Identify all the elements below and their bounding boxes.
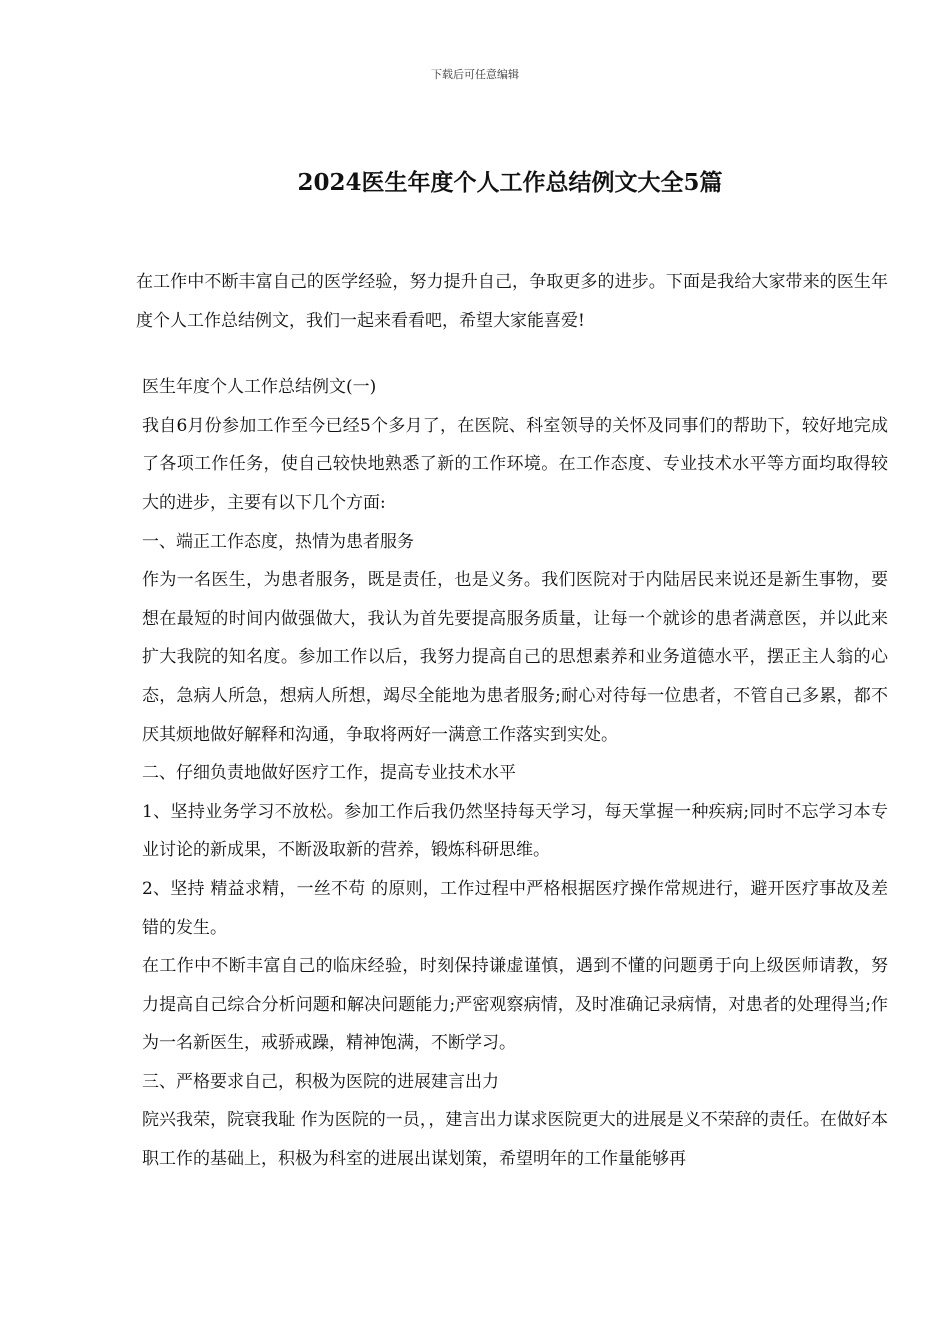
header-note: 下载后可任意编辑 xyxy=(431,68,519,81)
body-paragraph: 作为一名医生，为患者服务，既是责任，也是义务。我们医院对于内陆居民来说还是新生事物，要想在最短的时间内做强做大，我认为首先要提高服务质量，让每一个就诊的患者满意医，并以此来扩大我院的知名度。参加工作以后，我努力提高自己的思想素养和业务道德水平，摆正主人翁的心态，急病人所急，想病人所想，竭尽全能地为患者服务;耐心对待每一位患者，不管自己多累，都不厌其烦地做好解释和沟通，争取将两好一满意工作落实到实处。 xyxy=(142,570,888,745)
section-heading: 医生年度个人工作总结例文(一) xyxy=(142,377,377,398)
body-paragraph: 2、坚持 精益求精，一丝不苟 的原则，工作过程中严格根据医疗操作常规进行，避开医疗事故及差错的发生。 xyxy=(142,878,888,938)
intro-paragraph: 在工作中不断丰富自己的医学经验，努力提升自己，争取更多的进步。下面是我给大家带来的医生年度个人工作总结例文，我们一起来看看吧，希望大家能喜爱! xyxy=(136,272,888,331)
document-body xyxy=(136,263,888,1179)
section-heading: 一、端正工作态度，热情为患者服务 xyxy=(142,531,414,552)
section-heading: 三、严格要求自己，积极为医院的进展建言出力 xyxy=(142,1071,499,1092)
body-paragraph: 1、坚持业务学习不放松。参加工作后我仍然坚持每天学习，每天掌握一种疾病;同时不忘学习本专业讨论的新成果，不断汲取新的营养，锻炼科研思维。 xyxy=(142,801,888,861)
body-paragraph: 在工作中不断丰富自己的临床经验，时刻保持谦虚谨慎，遇到不懂的问题勇于向上级医师请教，努力提高自己综合分析问题和解决问题能力;严密观察病情，及时准确记录病情，对患者的处理得当;作为一名新医生，戒骄戒躁，精神饱满，不断学习。 xyxy=(142,956,888,1054)
body-paragraph: 我自6月份参加工作至今已经5个多月了，在医院、科室领导的关怀及同事们的帮助下，较好地完成了各项工作任务，使自己较快地熟悉了新的工作环境。在工作态度、专业技术水平等方面均取得较大的进步，主要有以下几个方面: xyxy=(142,415,888,513)
section-heading: 二、仔细负责地做好医疗工作，提高专业技术水平 xyxy=(142,763,516,784)
document-title: 2024医生年度个人工作总结例文大全5篇 xyxy=(297,169,723,196)
body-paragraph: 院兴我荣，院衰我耻 作为医院的一员，，建言出力谋求医院更大的进展是义不荣辞的责任。在做好本职工作的基础上，积极为科室的进展出谋划策，希望明年的工作量能够再 xyxy=(142,1110,888,1170)
